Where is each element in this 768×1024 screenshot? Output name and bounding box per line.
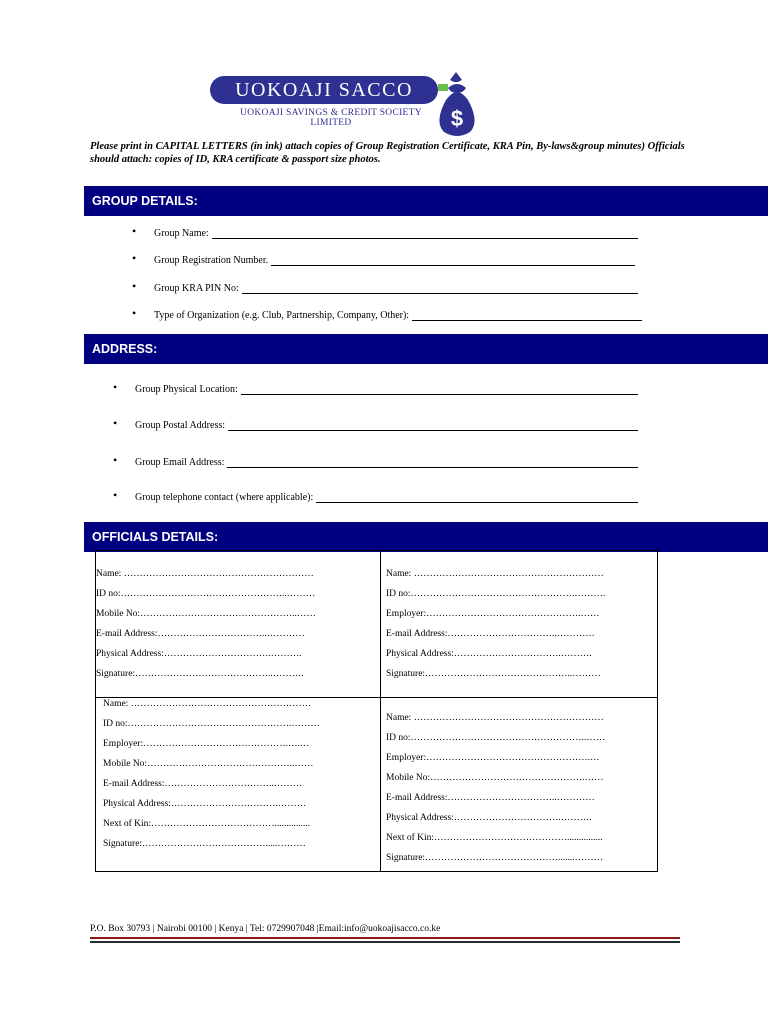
official-email-line[interactable]: E-mail Address:……………………………..………… [96, 629, 305, 639]
official-mobile-line[interactable]: Mobile No:………………………………………..…… [103, 759, 314, 769]
officials-table [95, 550, 658, 872]
organization-type-input-line[interactable] [412, 311, 642, 321]
physical-location-input-line[interactable] [241, 385, 638, 395]
official-physical-address-line[interactable]: Physical Address:…………………………….………. [386, 813, 592, 823]
svg-text:$: $ [450, 106, 464, 131]
official-2-cell[interactable] [386, 564, 605, 684]
footer-rule-red [90, 937, 680, 939]
logo-name: UOKOAJI SACCO [210, 76, 438, 104]
group-kra-pin-field[interactable] [132, 279, 638, 294]
official-physical-address-line[interactable]: Physical Address:…………………………….………. [96, 649, 302, 659]
email-address-field[interactable] [113, 453, 638, 468]
money-bag-icon [432, 70, 482, 138]
official-1-cell[interactable] [96, 564, 316, 684]
postal-address-field[interactable] [113, 416, 638, 431]
official-signature-line[interactable]: Signature:………………………………………..……… [386, 669, 601, 679]
official-physical-address-line[interactable]: Physical Address:…………………………….……… [103, 799, 307, 809]
bullet: • [132, 306, 137, 320]
official-email-line[interactable]: E-mail Address:……………………………..……… [103, 779, 303, 789]
bullet: • [132, 279, 137, 293]
official-name-line[interactable]: Name: …………………………………………………… [386, 713, 604, 723]
official-employer-line[interactable]: Employer:………………………………………….…… [386, 609, 600, 619]
official-physical-address-line[interactable]: Physical Address:…………………………….………. [386, 649, 592, 659]
official-mobile-line[interactable]: Mobile No:…………………………………………..…… [96, 609, 316, 619]
footer-rule-dark [90, 941, 680, 943]
registration-input-line[interactable] [271, 256, 635, 266]
bullet: • [132, 224, 137, 238]
official-id-line[interactable]: ID no:…………………………………………….………. [386, 589, 606, 599]
official-id-line[interactable]: ID no:………………………………………………..…… [386, 733, 606, 743]
organization-type-field[interactable] [132, 306, 642, 321]
field-label: Group telephone contact (where applicable): [135, 492, 314, 503]
official-email-line[interactable]: E-mail Address:……………………………..………… [386, 629, 595, 639]
official-employer-line[interactable]: Employer:……………………………………….….… [103, 739, 310, 749]
telephone-contact-field[interactable] [113, 488, 638, 503]
official-name-line[interactable]: Name: …………………………………………………… [96, 569, 314, 579]
section-header-address: ADDRESS: [84, 334, 768, 364]
logo-subtitle: UOKOAJI SAVINGS & CREDIT SOCIETY LIMITED [240, 108, 422, 128]
official-signature-line[interactable]: Signature:…………………………………….......……… [386, 853, 604, 863]
official-name-line[interactable]: Name: ………………………………………………… [103, 699, 312, 709]
official-next-of-kin-line[interactable]: Next of Kin:……………………………………............... [386, 833, 603, 843]
field-label: Group Registration Number. [154, 255, 269, 266]
official-id-line[interactable]: ID no:……………………………………………..……… [96, 589, 316, 599]
official-4-cell[interactable] [386, 708, 605, 868]
group-name-field[interactable] [132, 224, 638, 239]
section-header-officials: OFFICIALS DETAILS: [84, 522, 768, 552]
bullet: • [132, 251, 137, 265]
footer-contact: P.O. Box 30793 | Nairobi 00100 | Kenya | Tel: 0729907048 |Email:info@uokoajisacco.co.ke [90, 924, 441, 934]
postal-address-input-line[interactable] [228, 421, 638, 431]
group-registration-field[interactable] [132, 251, 635, 266]
official-id-line[interactable]: ID no:…………………………………………….……… [103, 719, 320, 729]
official-name-line[interactable]: Name: …………………………………………………… [386, 569, 604, 579]
kra-pin-input-line[interactable] [242, 284, 638, 294]
bullet: • [113, 380, 118, 394]
bullet: • [113, 416, 118, 430]
field-label: Group Postal Address: [135, 420, 225, 431]
section-header-group-details: GROUP DETAILS: [84, 186, 768, 216]
official-email-line[interactable]: E-mail Address:……………………………..………… [386, 793, 595, 803]
field-label: Group Physical Location: [135, 384, 238, 395]
group-name-input-line[interactable] [212, 229, 638, 239]
column-divider [380, 551, 381, 871]
bullet: • [113, 453, 118, 467]
field-label: Group Email Address: [135, 457, 225, 468]
sacco-logo [210, 70, 482, 140]
telephone-input-line[interactable] [316, 493, 638, 503]
bullet: • [113, 488, 118, 502]
field-label: Group Name: [154, 228, 209, 239]
official-employer-line[interactable]: Employer:…………………………………………….… [386, 753, 600, 763]
official-signature-line[interactable]: Signature:………………………………….....……… [103, 839, 306, 849]
physical-location-field[interactable] [113, 380, 638, 395]
official-next-of-kin-line[interactable]: Next of Kin:…………………………………............... [103, 819, 311, 829]
official-3-cell[interactable] [103, 694, 320, 854]
field-label: Group KRA PIN No: [154, 283, 239, 294]
official-signature-line[interactable]: Signature:……………………………………..………. [96, 669, 304, 679]
instructions: Please print in CAPITAL LETTERS (in ink) attach copies of Group Registration Certificate, KRA Pin, By-laws&group minutes) Officials should attach: copies of ID, KRA certificate & passport size photos. [90, 141, 685, 165]
email-address-input-line[interactable] [227, 458, 638, 468]
official-mobile-line[interactable]: Mobile No:………………………………………….…… [386, 773, 604, 783]
field-label: Type of Organization (e.g. Club, Partnership, Company, Other): [154, 310, 410, 321]
